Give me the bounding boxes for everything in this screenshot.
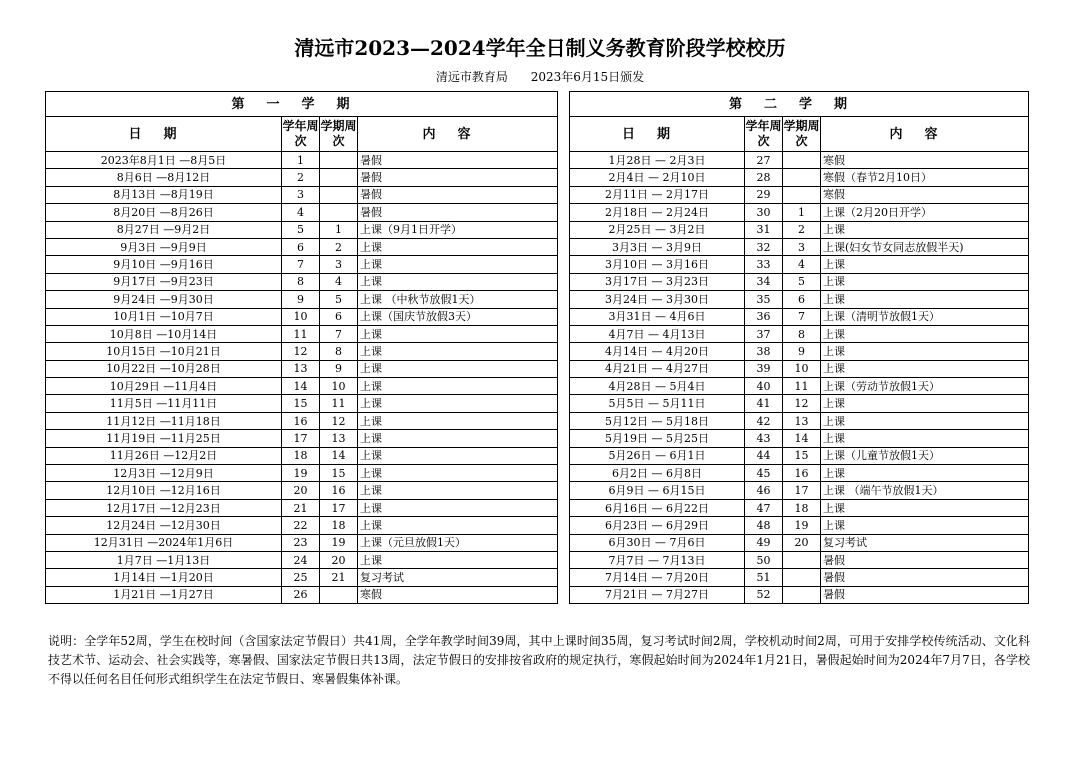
date-range-cell: 5月26日 — 6月1日	[570, 447, 745, 464]
date-range-cell: 6月23日 — 6月29日	[570, 517, 745, 534]
term-week-cell: 1	[320, 221, 358, 238]
date-range-cell: 11月12日 —11月18日	[46, 412, 282, 429]
school-calendar-table	[45, 91, 1029, 604]
content-cell: 上课（劳动节放假1天）	[821, 378, 1029, 395]
content-cell: 上课	[821, 517, 1029, 534]
content-cell: 上课	[821, 499, 1029, 516]
school-week-cell: 13	[282, 360, 320, 377]
school-week-cell: 25	[282, 569, 320, 586]
school-week-cell: 51	[745, 569, 783, 586]
table-row	[46, 586, 1029, 603]
content-cell: 上课 （中秋节放假1天）	[358, 291, 558, 308]
content-cell: 寒假（春节2月10日）	[821, 169, 1029, 186]
issuer: 清远市教育局	[435, 70, 508, 84]
content-cell: 暑假	[358, 186, 558, 203]
school-week-cell: 36	[745, 308, 783, 325]
content-cell: 上课	[358, 273, 558, 290]
term-week-cell	[783, 169, 821, 186]
col-school-week-heading: 学年周次	[745, 117, 783, 152]
column-gap	[558, 517, 570, 534]
school-week-cell: 17	[282, 430, 320, 447]
term-week-cell: 2	[783, 221, 821, 238]
content-cell: 上课（国庆节放假3天）	[358, 308, 558, 325]
issue-date: 2023年6月15日颁发	[530, 70, 645, 84]
school-week-cell: 14	[282, 378, 320, 395]
term-week-cell: 3	[783, 238, 821, 255]
table-row	[46, 551, 1029, 568]
date-range-cell: 1月14日 —1月20日	[46, 569, 282, 586]
content-cell: 上课	[358, 499, 558, 516]
date-range-cell: 12月3日 —12月9日	[46, 465, 282, 482]
content-cell: 上课	[358, 517, 558, 534]
table-row	[46, 465, 1029, 482]
column-gap	[558, 551, 570, 568]
table-row	[46, 343, 1029, 360]
content-cell: 上课	[358, 325, 558, 342]
school-week-cell: 28	[745, 169, 783, 186]
date-range-cell: 1月28日 — 2月3日	[570, 152, 745, 169]
school-week-cell: 9	[282, 291, 320, 308]
date-range-cell: 10月1日 —10月7日	[46, 308, 282, 325]
content-cell: 暑假	[358, 152, 558, 169]
school-week-cell: 15	[282, 395, 320, 412]
table-row	[46, 186, 1029, 203]
date-range-cell: 12月17日 —12月23日	[46, 499, 282, 516]
school-week-cell: 45	[745, 465, 783, 482]
content-cell: 上课	[821, 360, 1029, 377]
col-term-week-heading: 学期周次	[783, 117, 821, 152]
date-range-cell: 10月29日 —11月4日	[46, 378, 282, 395]
table-row	[46, 152, 1029, 169]
table-row	[46, 499, 1029, 516]
date-range-cell: 6月9日 — 6月15日	[570, 482, 745, 499]
document-title: 清远市2023—2024学年全日制义务教育阶段学校校历	[294, 36, 786, 60]
school-week-cell: 40	[745, 378, 783, 395]
content-cell: 复习考试	[821, 534, 1029, 551]
date-range-cell: 12月31日 —2024年1月6日	[46, 534, 282, 551]
date-range-cell: 2023年8月1日 —8月5日	[46, 152, 282, 169]
term-week-cell: 10	[320, 378, 358, 395]
school-week-cell: 49	[745, 534, 783, 551]
semester-1-heading: 第一学期	[46, 92, 558, 117]
table-row	[46, 430, 1029, 447]
table-row	[46, 291, 1029, 308]
content-cell: 上课	[821, 412, 1029, 429]
date-range-cell: 6月30日 — 7月6日	[570, 534, 745, 551]
date-range-cell: 10月8日 —10月14日	[46, 325, 282, 342]
school-week-cell: 4	[282, 204, 320, 221]
date-range-cell: 1月21日 —1月27日	[46, 586, 282, 603]
column-gap	[558, 395, 570, 412]
date-range-cell: 11月26日 —12月2日	[46, 447, 282, 464]
term-week-cell: 17	[320, 499, 358, 516]
content-cell: 上课	[821, 256, 1029, 273]
column-gap	[558, 221, 570, 238]
term-week-cell: 13	[783, 412, 821, 429]
content-cell: 上课	[821, 465, 1029, 482]
date-range-cell: 11月5日 —11月11日	[46, 395, 282, 412]
term-week-cell: 3	[320, 256, 358, 273]
column-gap	[558, 256, 570, 273]
school-week-cell: 41	[745, 395, 783, 412]
school-week-cell: 43	[745, 430, 783, 447]
term-week-cell: 19	[320, 534, 358, 551]
date-range-cell: 6月16日 — 6月22日	[570, 499, 745, 516]
column-gap	[558, 238, 570, 255]
semester-2-heading: 第二学期	[570, 92, 1029, 117]
school-week-cell: 39	[745, 360, 783, 377]
content-cell: 上课	[358, 430, 558, 447]
term-week-cell: 20	[320, 551, 358, 568]
content-cell: 上课（2月20日开学）	[821, 204, 1029, 221]
table-row	[46, 534, 1029, 551]
table-row	[46, 360, 1029, 377]
school-week-cell: 2	[282, 169, 320, 186]
term-week-cell: 18	[783, 499, 821, 516]
school-week-cell: 6	[282, 238, 320, 255]
content-cell: 暑假	[358, 204, 558, 221]
school-week-cell: 19	[282, 465, 320, 482]
term-week-cell: 7	[320, 325, 358, 342]
date-range-cell: 7月21日 — 7月27日	[570, 586, 745, 603]
column-gap	[558, 204, 570, 221]
term-week-cell: 20	[783, 534, 821, 551]
content-cell: 上课	[358, 378, 558, 395]
term-week-cell: 4	[320, 273, 358, 290]
term-week-cell: 21	[320, 569, 358, 586]
column-gap	[558, 499, 570, 516]
table-row	[46, 169, 1029, 186]
table-row	[46, 238, 1029, 255]
date-range-cell: 7月14日 — 7月20日	[570, 569, 745, 586]
school-week-cell: 20	[282, 482, 320, 499]
date-range-cell: 2月25日 — 3月2日	[570, 221, 745, 238]
term-week-cell	[783, 569, 821, 586]
date-range-cell: 3月17日 — 3月23日	[570, 273, 745, 290]
term-week-cell: 18	[320, 517, 358, 534]
content-cell: 上课	[358, 256, 558, 273]
column-gap	[558, 534, 570, 551]
term-week-cell: 1	[783, 204, 821, 221]
date-range-cell: 3月3日 — 3月9日	[570, 238, 745, 255]
term-week-cell: 16	[320, 482, 358, 499]
content-cell: 上课	[358, 238, 558, 255]
date-range-cell: 12月24日 —12月30日	[46, 517, 282, 534]
table-row	[46, 325, 1029, 342]
school-week-cell: 7	[282, 256, 320, 273]
content-cell: 上课	[821, 221, 1029, 238]
column-gap	[558, 325, 570, 342]
column-gap	[558, 586, 570, 603]
term-week-cell: 16	[783, 465, 821, 482]
term-week-cell: 2	[320, 238, 358, 255]
content-cell: 上课（9月1日开学）	[358, 221, 558, 238]
school-week-cell: 50	[745, 551, 783, 568]
col-date-heading: 日期	[46, 117, 282, 152]
date-range-cell: 2月4日 — 2月10日	[570, 169, 745, 186]
school-week-cell: 29	[745, 186, 783, 203]
term-week-cell: 14	[320, 447, 358, 464]
content-cell: 上课	[821, 343, 1029, 360]
date-range-cell: 8月6日 —8月12日	[46, 169, 282, 186]
school-week-cell: 32	[745, 238, 783, 255]
school-week-cell: 38	[745, 343, 783, 360]
school-week-cell: 1	[282, 152, 320, 169]
column-gap	[558, 117, 570, 152]
term-week-cell: 15	[783, 447, 821, 464]
column-gap	[558, 378, 570, 395]
date-range-cell: 3月10日 — 3月16日	[570, 256, 745, 273]
term-week-cell	[783, 586, 821, 603]
school-week-cell: 33	[745, 256, 783, 273]
school-week-cell: 21	[282, 499, 320, 516]
column-gap	[558, 343, 570, 360]
term-week-cell	[783, 152, 821, 169]
content-cell: 上课（儿童节放假1天）	[821, 447, 1029, 464]
table-row	[46, 308, 1029, 325]
date-range-cell: 11月19日 —11月25日	[46, 430, 282, 447]
semester-heading-row	[46, 92, 1029, 117]
term-week-cell	[320, 586, 358, 603]
table-row	[46, 517, 1029, 534]
term-week-cell: 19	[783, 517, 821, 534]
col-content-heading: 内容	[358, 117, 558, 152]
table-row	[46, 378, 1029, 395]
content-cell: 上课	[821, 291, 1029, 308]
table-row	[46, 482, 1029, 499]
content-cell: 暑假	[821, 569, 1029, 586]
column-gap	[558, 482, 570, 499]
school-week-cell: 23	[282, 534, 320, 551]
content-cell: 上课	[358, 447, 558, 464]
term-week-cell: 11	[320, 395, 358, 412]
term-week-cell: 7	[783, 308, 821, 325]
date-range-cell: 8月20日 —8月26日	[46, 204, 282, 221]
term-week-cell: 12	[783, 395, 821, 412]
content-cell: 上课	[358, 360, 558, 377]
term-week-cell: 13	[320, 430, 358, 447]
date-range-cell: 3月31日 — 4月6日	[570, 308, 745, 325]
date-range-cell: 4月21日 — 4月27日	[570, 360, 745, 377]
term-week-cell: 4	[783, 256, 821, 273]
column-gap	[558, 152, 570, 169]
date-range-cell: 4月14日 — 4月20日	[570, 343, 745, 360]
content-cell: 上课	[821, 430, 1029, 447]
term-week-cell	[783, 551, 821, 568]
table-row	[46, 447, 1029, 464]
column-heading-row	[46, 117, 1029, 152]
date-range-cell: 6月2日 — 6月8日	[570, 465, 745, 482]
term-week-cell: 6	[783, 291, 821, 308]
school-week-cell: 44	[745, 447, 783, 464]
term-week-cell: 9	[783, 343, 821, 360]
date-range-cell: 8月13日 —8月19日	[46, 186, 282, 203]
table-row	[46, 569, 1029, 586]
school-week-cell: 31	[745, 221, 783, 238]
table-row	[46, 412, 1029, 429]
term-week-cell: 6	[320, 308, 358, 325]
column-gap	[558, 412, 570, 429]
term-week-cell: 5	[783, 273, 821, 290]
content-cell: 上课	[358, 551, 558, 568]
school-week-cell: 46	[745, 482, 783, 499]
date-range-cell: 12月10日 —12月16日	[46, 482, 282, 499]
content-cell: 上课（清明节放假1天）	[821, 308, 1029, 325]
term-week-cell: 12	[320, 412, 358, 429]
date-range-cell: 9月3日 —9月9日	[46, 238, 282, 255]
school-week-cell: 16	[282, 412, 320, 429]
content-cell: 上课	[358, 395, 558, 412]
column-gap	[558, 169, 570, 186]
content-cell: 上课	[358, 343, 558, 360]
date-range-cell: 10月15日 —10月21日	[46, 343, 282, 360]
term-week-cell: 9	[320, 360, 358, 377]
content-cell: 暑假	[821, 551, 1029, 568]
content-cell: 上课	[821, 395, 1029, 412]
content-cell: 上课 （端午节放假1天）	[821, 482, 1029, 499]
date-range-cell: 9月24日 —9月30日	[46, 291, 282, 308]
column-gap	[558, 569, 570, 586]
col-content-heading: 内容	[821, 117, 1029, 152]
column-gap	[558, 308, 570, 325]
term-week-cell	[320, 152, 358, 169]
content-cell: 上课(妇女节女同志放假半天)	[821, 238, 1029, 255]
content-cell: 上课	[358, 465, 558, 482]
term-week-cell: 17	[783, 482, 821, 499]
school-week-cell: 52	[745, 586, 783, 603]
school-week-cell: 37	[745, 325, 783, 342]
content-cell: 复习考试	[358, 569, 558, 586]
col-school-week-heading: 学年周次	[282, 117, 320, 152]
content-cell: 寒假	[821, 186, 1029, 203]
school-week-cell: 42	[745, 412, 783, 429]
col-date-heading: 日期	[570, 117, 745, 152]
content-cell: 上课	[821, 273, 1029, 290]
table-row	[46, 204, 1029, 221]
date-range-cell: 8月27日 —9月2日	[46, 221, 282, 238]
date-range-cell: 3月24日 — 3月30日	[570, 291, 745, 308]
date-range-cell: 10月22日 —10月28日	[46, 360, 282, 377]
explanatory-note: 说明：全学年52周，学生在校时间（含国家法定节假日）共41周，全学年教学时间39周，其中上课时间35周，复习考试时间2周，学校机动时间2周，可用于安排学校传统活动、文化科技艺术节、运动会、社会实践等，寒暑假、国家法定节假日共13周，法定节假日的安排按省政府的规定执行，寒假起始时间为2024年1月21日，暑假起始时间为2024年7月7日，各学校不得以任何名目任何形式组织学生在法定节假日、寒暑假集体补课。	[48, 634, 1030, 686]
content-cell: 寒假	[358, 586, 558, 603]
school-week-cell: 24	[282, 551, 320, 568]
term-week-cell: 5	[320, 291, 358, 308]
content-cell: 暑假	[821, 586, 1029, 603]
content-cell: 上课	[821, 325, 1029, 342]
date-range-cell: 5月19日 — 5月25日	[570, 430, 745, 447]
col-term-week-heading: 学期周次	[320, 117, 358, 152]
date-range-cell: 2月18日 — 2月24日	[570, 204, 745, 221]
school-week-cell: 18	[282, 447, 320, 464]
table-row	[46, 256, 1029, 273]
school-week-cell: 3	[282, 186, 320, 203]
column-gap	[558, 360, 570, 377]
table-row	[46, 273, 1029, 290]
date-range-cell: 2月11日 — 2月17日	[570, 186, 745, 203]
term-week-cell: 8	[320, 343, 358, 360]
date-range-cell: 4月7日 — 4月13日	[570, 325, 745, 342]
school-week-cell: 11	[282, 325, 320, 342]
document-subtitle	[0, 68, 1080, 85]
school-week-cell: 5	[282, 221, 320, 238]
school-week-cell: 30	[745, 204, 783, 221]
column-gap	[558, 430, 570, 447]
column-gap	[558, 273, 570, 290]
school-week-cell: 27	[745, 152, 783, 169]
term-week-cell: 14	[783, 430, 821, 447]
school-week-cell: 22	[282, 517, 320, 534]
date-range-cell: 4月28日 — 5月4日	[570, 378, 745, 395]
date-range-cell: 1月7日 —1月13日	[46, 551, 282, 568]
content-cell: 上课	[358, 412, 558, 429]
content-cell: 上课	[358, 482, 558, 499]
school-week-cell: 47	[745, 499, 783, 516]
date-range-cell: 9月17日 —9月23日	[46, 273, 282, 290]
column-gap	[558, 291, 570, 308]
date-range-cell: 5月5日 — 5月11日	[570, 395, 745, 412]
term-week-cell: 11	[783, 378, 821, 395]
column-gap	[558, 465, 570, 482]
term-week-cell: 15	[320, 465, 358, 482]
column-gap	[558, 447, 570, 464]
content-cell: 寒假	[821, 152, 1029, 169]
date-range-cell: 7月7日 — 7月13日	[570, 551, 745, 568]
school-week-cell: 12	[282, 343, 320, 360]
term-week-cell	[783, 186, 821, 203]
term-week-cell	[320, 186, 358, 203]
content-cell: 上课（元旦放假1天）	[358, 534, 558, 551]
content-cell: 暑假	[358, 169, 558, 186]
date-range-cell: 9月10日 —9月16日	[46, 256, 282, 273]
school-week-cell: 34	[745, 273, 783, 290]
term-week-cell: 8	[783, 325, 821, 342]
school-week-cell: 8	[282, 273, 320, 290]
school-week-cell: 35	[745, 291, 783, 308]
date-range-cell: 5月12日 — 5月18日	[570, 412, 745, 429]
school-week-cell: 48	[745, 517, 783, 534]
column-gap	[558, 186, 570, 203]
table-row	[46, 221, 1029, 238]
term-week-cell	[320, 169, 358, 186]
column-gap	[558, 92, 570, 117]
table-row	[46, 395, 1029, 412]
school-week-cell: 26	[282, 586, 320, 603]
term-week-cell: 10	[783, 360, 821, 377]
term-week-cell	[320, 204, 358, 221]
school-week-cell: 10	[282, 308, 320, 325]
